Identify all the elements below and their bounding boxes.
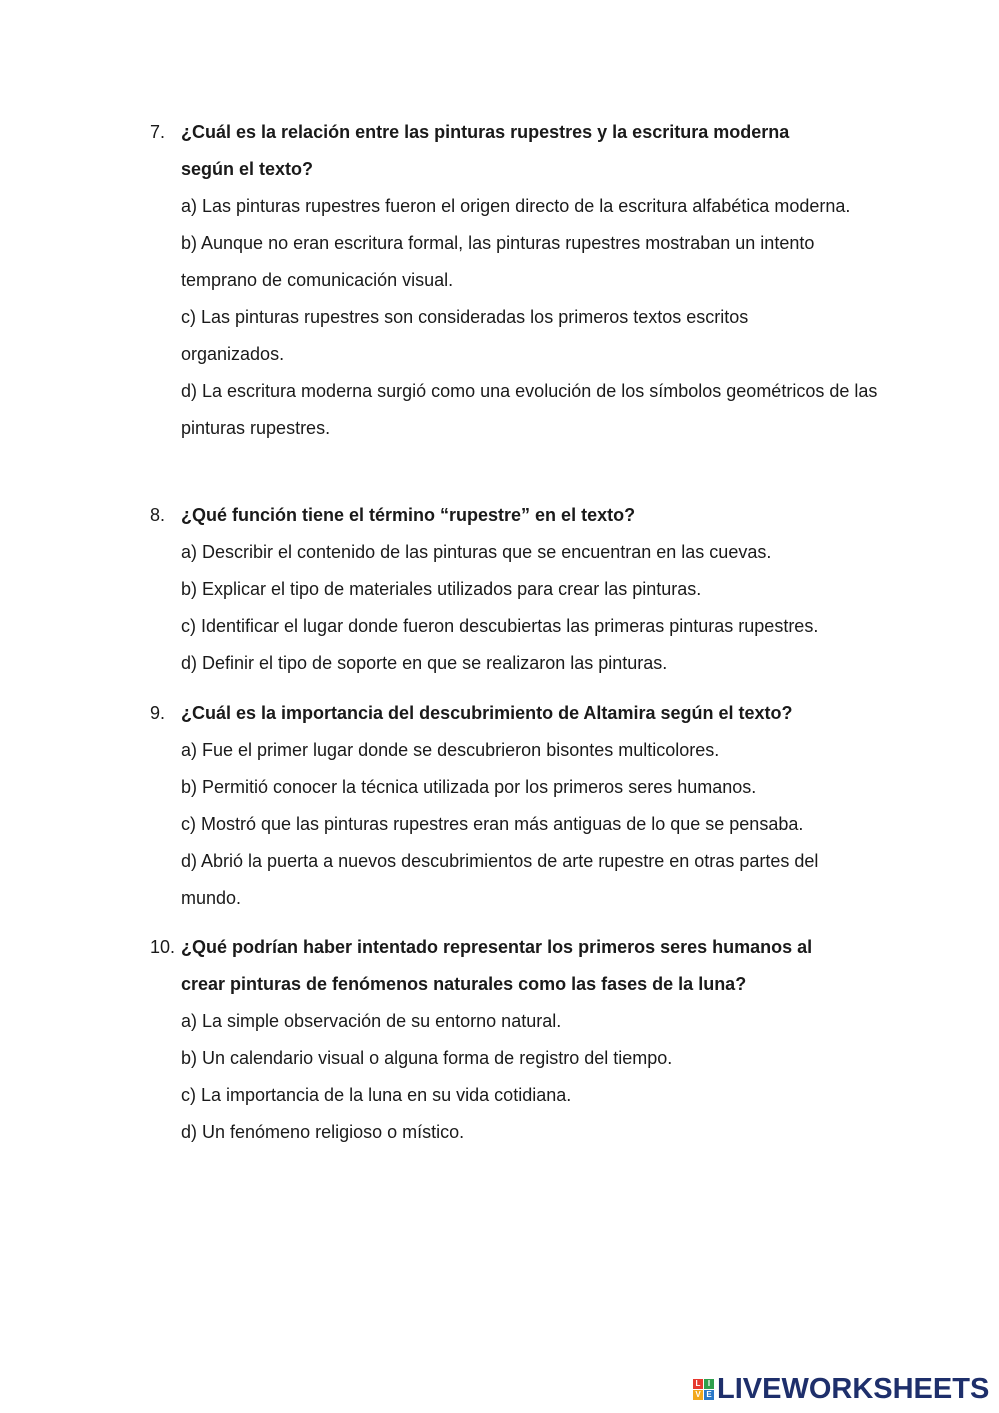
- answer-option-a[interactable]: a) Las pinturas rupestres fueron el origen directo de la escritura alfabética moderna.: [181, 196, 851, 216]
- question-7: [150, 114, 910, 447]
- answer-option-c[interactable]: c) Las pinturas rupestres son consideradas los primeros textos escritos organizados.: [181, 307, 749, 364]
- logo-letter-v: V: [693, 1390, 703, 1400]
- answer-option-c[interactable]: c) La importancia de la luna en su vida cotidiana.: [181, 1085, 572, 1105]
- question-9: [150, 695, 910, 917]
- answer-option-b[interactable]: b) Permitió conocer la técnica utilizada por los primeros seres humanos.: [181, 777, 757, 797]
- logo-letter-l: L: [693, 1379, 703, 1389]
- question-10: [150, 929, 910, 1151]
- logo-mark-icon: [693, 1379, 714, 1400]
- logo-letter-i: I: [704, 1379, 714, 1389]
- question-text: ¿Qué podrían haber intentado representar los primeros seres humanos al crear pinturas de fenómenos naturales como las fases de la luna?: [181, 937, 813, 994]
- logo-letter-e: E: [704, 1390, 714, 1400]
- answer-option-a[interactable]: a) Fue el primer lugar donde se descubrieron bisontes multicolores.: [181, 740, 720, 760]
- logo-text: LIVEWORKSHEETS: [717, 1372, 990, 1405]
- question-number: 8.: [150, 505, 166, 525]
- liveworksheets-logo[interactable]: [693, 1373, 989, 1405]
- answer-option-a[interactable]: a) La simple observación de su entorno natural.: [181, 1011, 562, 1031]
- question-text: ¿Qué función tiene el término “rupestre” en el texto?: [181, 505, 636, 525]
- answer-option-b[interactable]: b) Explicar el tipo de materiales utilizados para crear las pinturas.: [181, 579, 702, 599]
- answer-option-b[interactable]: b) Aunque no eran escritura formal, las pinturas rupestres mostraban un intento temprano de comunicación visual.: [181, 233, 815, 290]
- answer-option-d[interactable]: d) Definir el tipo de soporte en que se realizaron las pinturas.: [181, 653, 668, 673]
- question-text: ¿Cuál es la relación entre las pinturas rupestres y la escritura moderna según el texto?: [181, 122, 790, 179]
- answer-option-d[interactable]: d) La escritura moderna surgió como una evolución de los símbolos geométricos de las pinturas rupestres.: [181, 381, 878, 438]
- answer-option-a[interactable]: a) Describir el contenido de las pinturas que se encuentran en las cuevas.: [181, 542, 772, 562]
- answer-option-d[interactable]: d) Un fenómeno religioso o místico.: [181, 1122, 465, 1142]
- question-number: 10.: [150, 937, 176, 957]
- answer-option-b[interactable]: b) Un calendario visual o alguna forma de registro del tiempo.: [181, 1048, 673, 1068]
- answer-option-c[interactable]: c) Mostró que las pinturas rupestres eran más antiguas de lo que se pensaba.: [181, 814, 804, 834]
- question-number: 7.: [150, 122, 166, 142]
- question-8: [150, 497, 910, 682]
- question-number: 9.: [150, 703, 166, 723]
- answer-option-d[interactable]: d) Abrió la puerta a nuevos descubrimientos de arte rupestre en otras partes del mundo.: [181, 851, 819, 908]
- question-text: ¿Cuál es la importancia del descubrimiento de Altamira según el texto?: [181, 703, 793, 723]
- answer-option-c[interactable]: c) Identificar el lugar donde fueron descubiertas las primeras pinturas rupestres.: [181, 616, 819, 636]
